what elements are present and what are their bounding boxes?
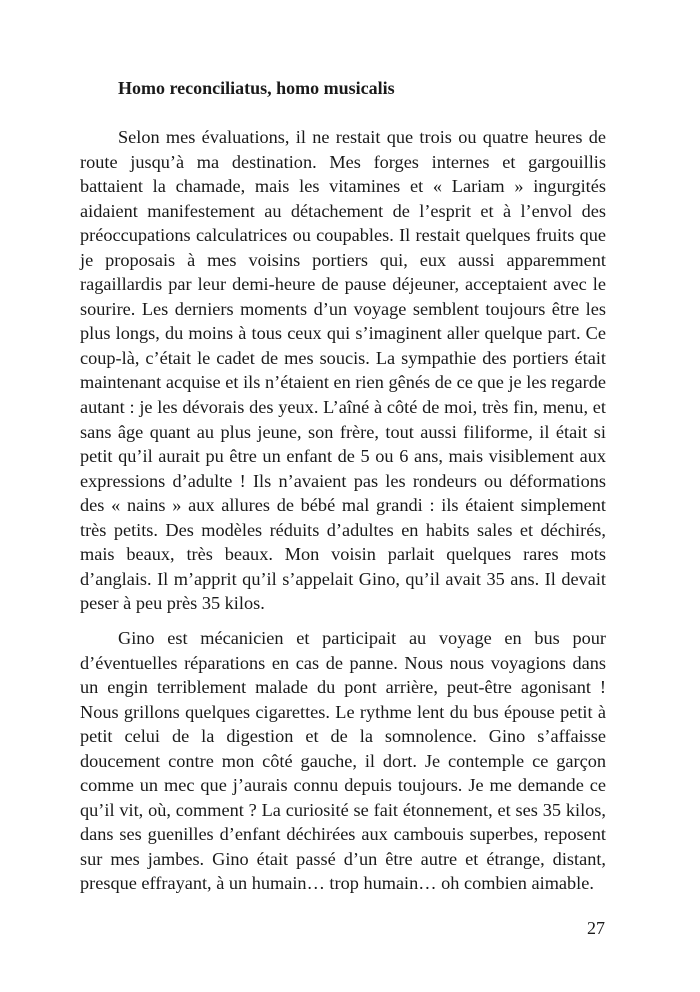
page-number: 27	[587, 918, 605, 938]
chapter-heading: Homo reconciliatus, homo musicalis	[118, 78, 395, 98]
body-paragraph: Selon mes évaluations, il ne restait que trois ou quatre heures de route jusqu’à ma destination. Mes forges internes et gargouillis battaient la chamade, mais les vitamines et « Lariam » ingurgités aidaient manifestement au détachement de l’esprit et à l’envol des préoccupations calculatrices ou coupables. Il restait quelques fruits que je proposais à mes voisins portiers qui, eux aussi apparemment ragaillardis par leur demi-heure de pause déjeuner, acceptaient avec le sourire. Les derniers moments d’un voyage semblent toujours être les plus longs, du moins à tous ceux qui s’imaginent aller quelque part. Ce coup-là, c’était le cadet de mes soucis. La sympathie des portiers était maintenant acquise et ils n’étaient en rien gênés de ce que je les regarde autant : je les dévorais des yeux. L’aîné à côté de moi, très fin, menu, et sans âge quant au plus jeune, son frère, tout aussi filiforme, il était si petit qu’il aurait pu être un enfant de 5 ou 6 ans, mais visiblement aux expressions d’adulte ! Ils n’avaient pas les rondeurs ou déformations des « nains » aux allures de bébé mal grandi : ils étaient simplement très petits. Des modèles réduits d’adultes en habits sales et déchirés, mais beaux, très beaux. Mon voisin parlait quelques rares mots d’anglais. Il m’apprit qu’il s’appelait Gino, qu’il avait 35 ans. Il devait peser à peu près 35 kilos.	[80, 127, 606, 614]
body-paragraph: Gino est mécanicien et participait au voyage en bus pour d’éventuelles réparations en cas de panne. Nous nous voyagions dans un engin terriblement malade du pont arrière, peut-être agonisant ! Nous grillons quelques cigarettes. Le rythme lent du bus épouse petit à petit celui de la digestion et de la somnolence. Gino s’affaisse doucement contre mon côté gauche, il dort. Je contemple ce garçon comme un mec que j’aurais connu depuis toujours. Je me demande ce qu’il vit, où, comment ? La curiosité se fait étonnement, et ses 35 kilos, dans ses guenilles d’enfant déchirées aux cambouis superbes, reposent sur mes jambes. Gino était passé d’un être autre et étrange, distant, presque effrayant, à un humain… trop humain… oh combien aimable.	[80, 628, 606, 894]
